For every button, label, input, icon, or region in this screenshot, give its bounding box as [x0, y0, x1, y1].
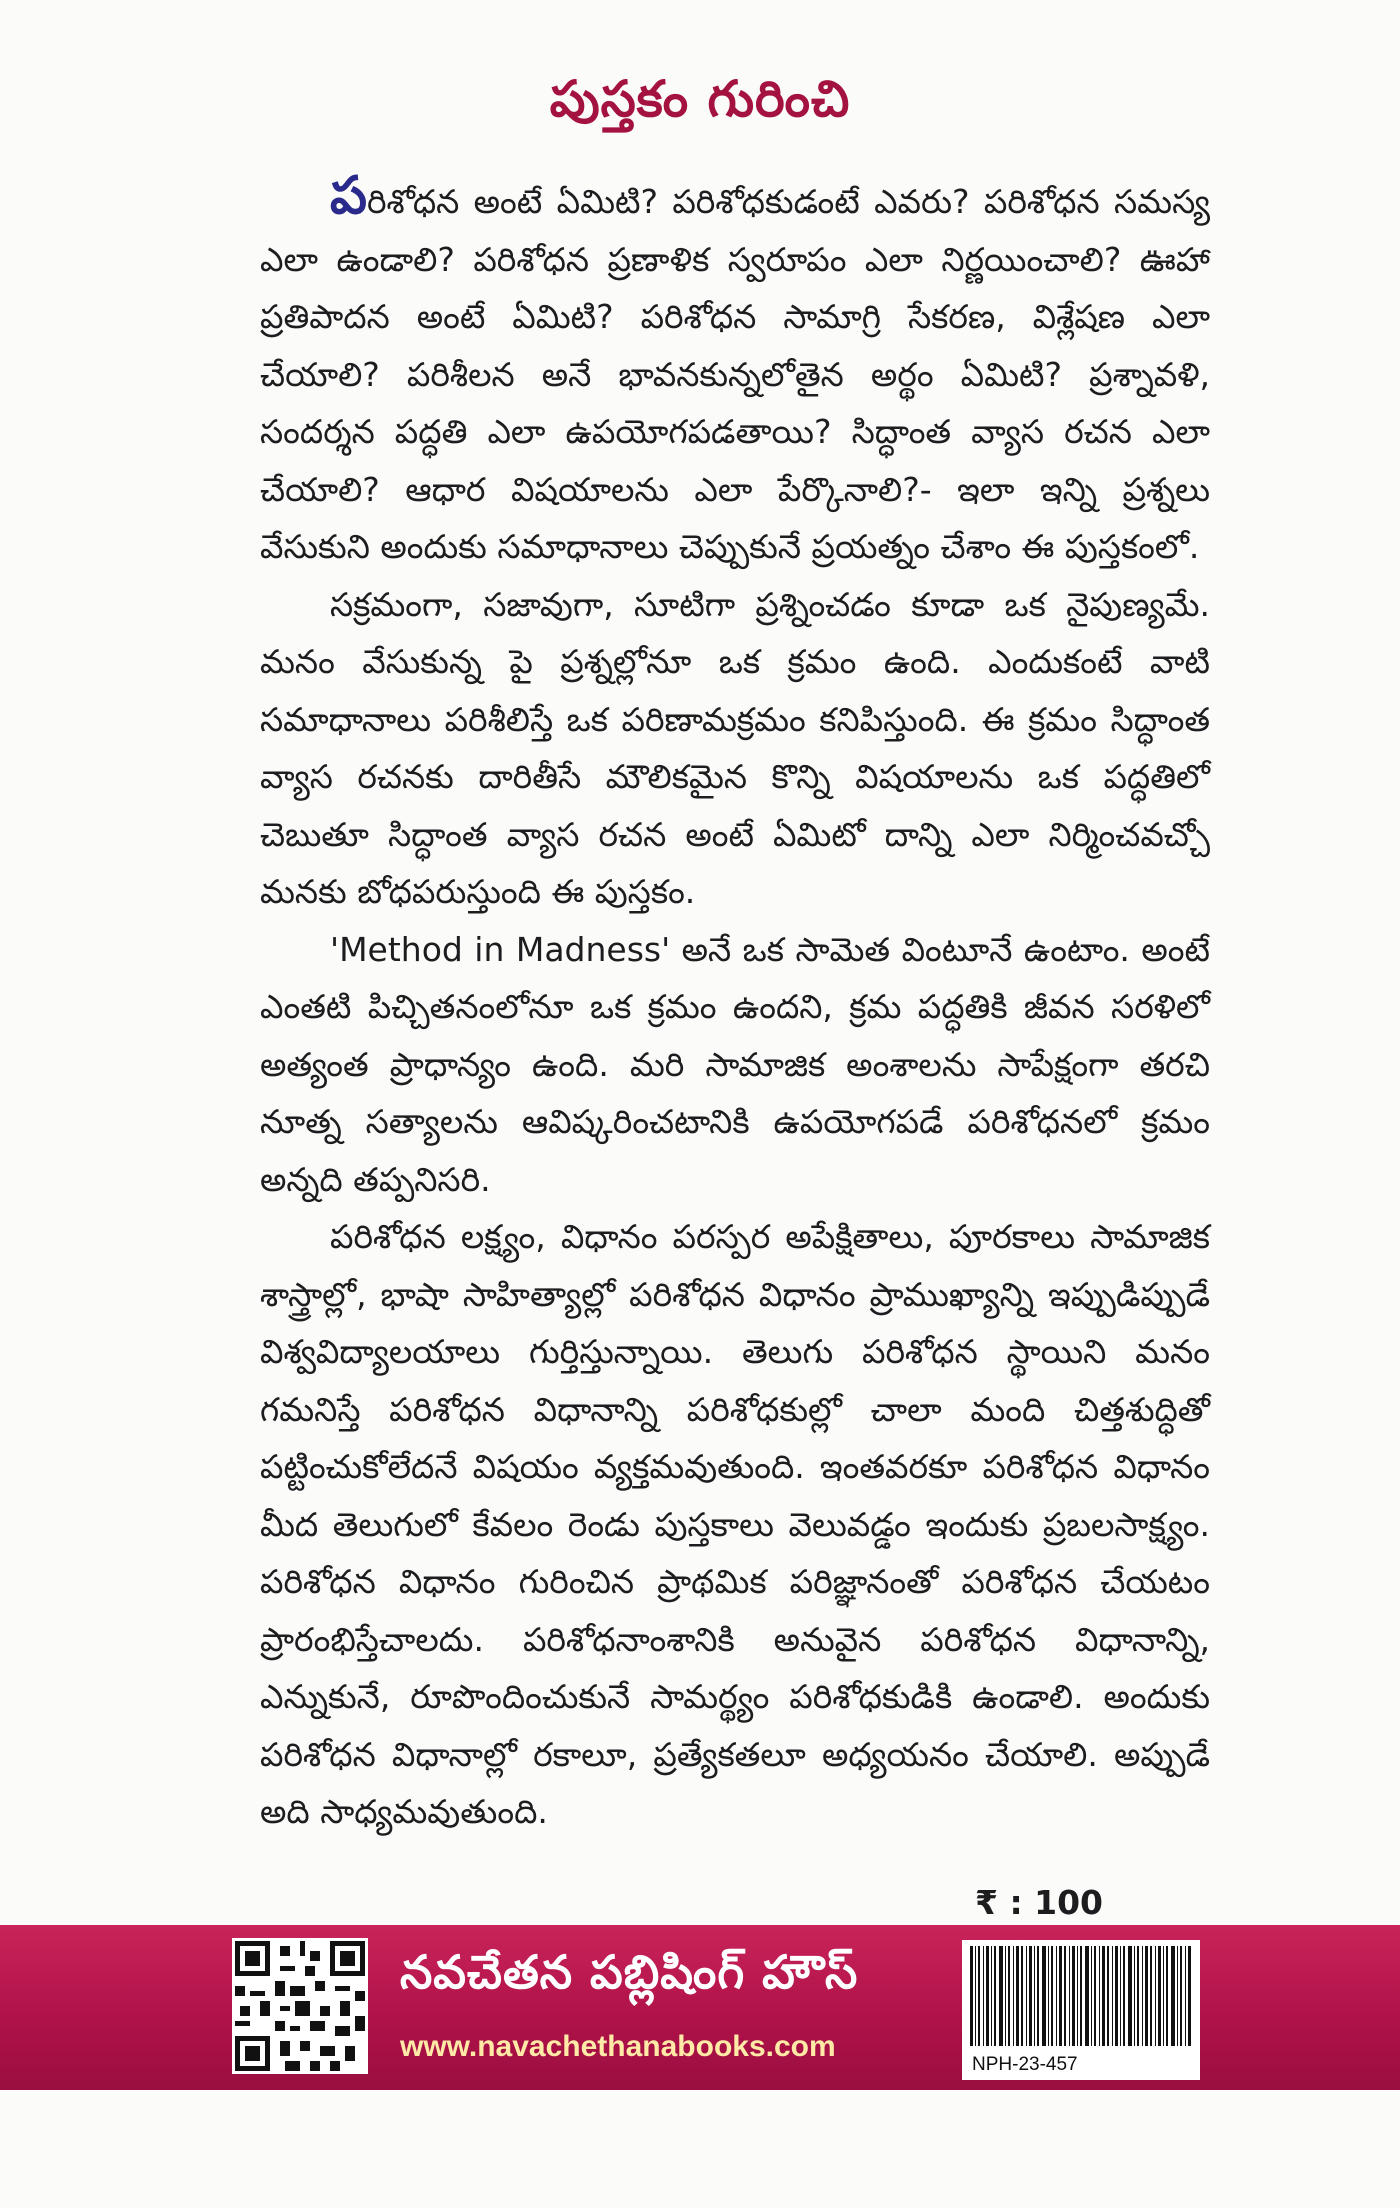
drop-cap: ప — [330, 166, 367, 226]
publisher-website: www.navachethanabooks.com — [400, 2030, 836, 2063]
paragraph-4: పరిశోధన లక్ష్యం, విధానం పరస్పర అపేక్షితాలు, పూరకాలు సామాజిక శాస్త్రాల్లో, భాషా సాహిత్యాల్లో పరిశోధన విధానం ప్రాముఖ్యాన్ని ఇప్పుడిప్పుడే విశ్వవిద్యాలయాలు గుర్తిస్తున్నాయి. తెలుగు పరిశోధన స్థాయిని మనం గమనిస్తే పరిశోధన విధానాన్ని పరిశోధకుల్లో చాలా మంది చిత్తశుద్ధితో పట్టించుకోలేదనే విషయం వ్యక్తమవుతుంది. ఇంతవరకూ పరిశోధన విధానం మీద తెలుగులో కేవలం రెండు పుస్తకాలు వెలువడ్డం ఇందుకు ప్రబలసాక్ష్యం. పరిశోధన విధానం గురించిన ప్రాథమిక పరిజ్ఞానంతో పరిశోధన చేయటం ప్రారంభిస్తేచాలదు. పరిశోధనాంశానికి అనువైన పరిశోధన విధానాన్ని, ఎన్నుకునే, రూపొందించుకునే సామర్థ్యం పరిశోధకుడికి ఉండాలి. అందుకు పరిశోధన విధానాల్లో రకాలూ, ప్రత్యేకతలూ అధ్యయనం చేయాలి. అప్పుడే అది సాధ్యమవుతుంది. — [260, 1217, 1210, 1831]
paragraph-1 — [260, 166, 1210, 576]
barcode — [962, 1940, 1200, 2080]
paragraph-3: 'Method in Madness' అనే ఒక సామెత వింటూనే ఉంటాం. అంటే ఎంతటి పిచ్చితనంలోనూ ఒక క్రమం ఉందని, క్రమ పద్ధతికి జీవన సరళిలో అత్యంత ప్రాధాన్యం ఉంది. మరి సామాజిక అంశాలను సాపేక్షంగా తరచి నూత్న సత్యాలను ఆవిష్కరించటానికి ఉపయోగపడే పరిశోధనలో క్రమం అన్నది తప్పనిసరి. — [260, 929, 1210, 1199]
page-title: పుస్తకం గురించి — [549, 70, 851, 128]
paragraph-1-text: రిశోధన అంటే ఏమిటి? పరిశోధకుడంటే ఎవరు? పరిశోధన సమస్య ఎలా ఉండాలి? పరిశోధన ప్రణాళిక స్వరూపం ఎలా నిర్ణయించాలి? ఊహా ప్రతిపాదన అంటే ఏమిటి? పరిశోధన సామాగ్రి సేకరణ, విశ్లేషణ ఎలా చేయాలి? పరిశీలన అనే భావనకున్నలోతైన అర్థం ఏమిటి? ప్రశ్నావళి, సందర్శన పద్ధతి ఎలా ఉపయోగపడతాయి? సిద్ధాంత వ్యాస రచన ఎలా చేయాలి? ఆధార విషయాలను ఎలా పేర్కొనాలి?- ఇలా ఇన్ని ప్రశ్నలు వేసుకుని అందుకు సమాధానాలు చెప్పుకునే ప్రయత్నం చేశాం ఈ పుస్తకంలో. — [260, 182, 1210, 566]
bottom-margin — [0, 2090, 1400, 2208]
barcode-icon — [968, 1946, 1194, 2046]
barcode-label: NPH-23-457 — [972, 2054, 1078, 2075]
price-label: ₹ : 100 — [975, 1883, 1104, 1922]
publisher-name: నవచేతన పబ్లిషింగ్ హౌస్ — [400, 1945, 859, 1999]
paragraph-2: సక్రమంగా, సజావుగా, సూటిగా ప్రశ్నించడం కూడా ఒక నైపుణ్యమే. మనం వేసుకున్న పై ప్రశ్నల్లోనూ ఒక క్రమం ఉంది. ఎందుకంటే వాటి సమాధానాలు పరిశీలిస్తే ఒక పరిణామక్రమం కనిపిస్తుంది. ఈ క్రమం సిద్ధాంత వ్యాస రచనకు దారితీసే మౌలికమైన కొన్ని విషయాలను ఒక పద్ధతిలో చెబుతూ సిద్ధాంత వ్యాస రచన అంటే ఏమిటో దాన్ని ఎలా నిర్మించవచ్చో మనకు బోధపరుస్తుంది ఈ పుస్తకం. — [260, 584, 1210, 911]
blurb-text — [260, 166, 1210, 1841]
qr-code-icon — [232, 1938, 368, 2074]
